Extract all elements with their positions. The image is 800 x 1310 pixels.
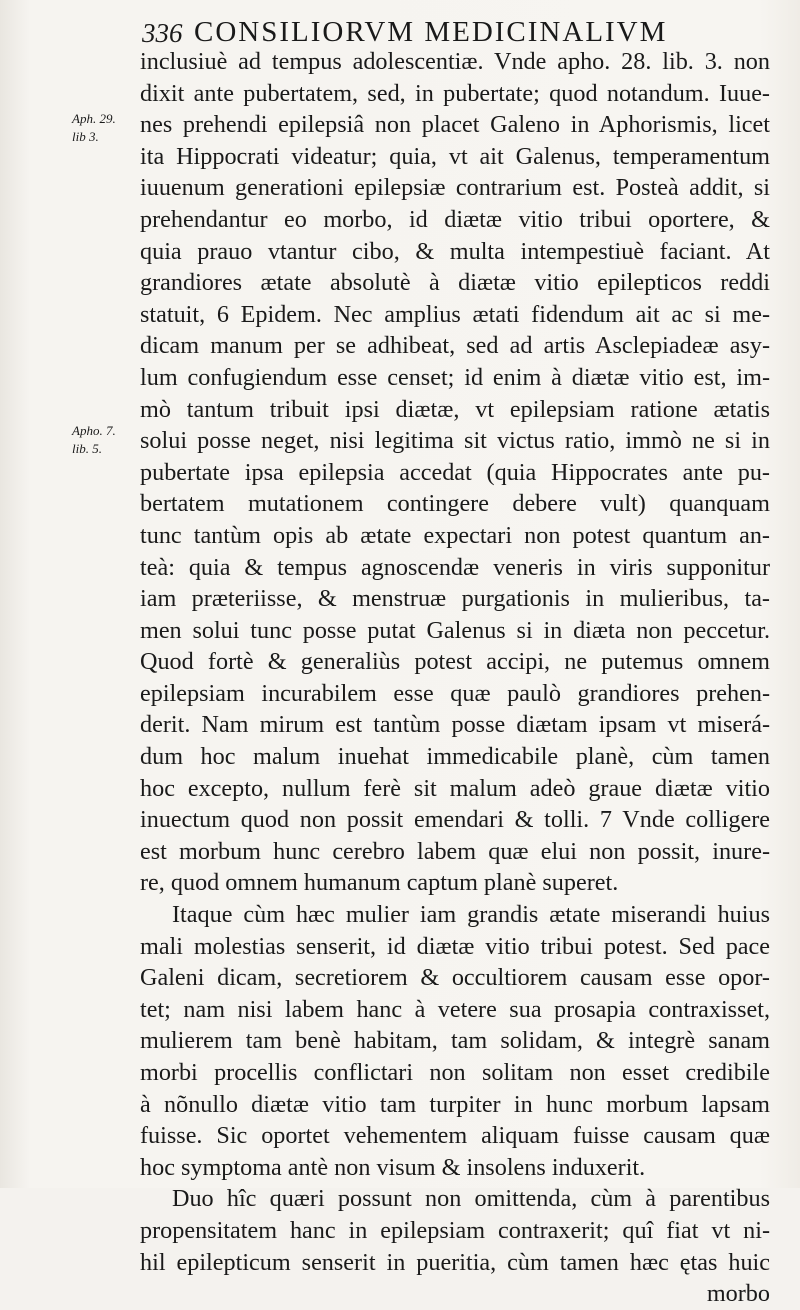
text-line: inuectum quod non possit emendari & tolli. 7 Vnde colligere <box>140 806 770 834</box>
margin-note-aph-29 <box>72 110 134 146</box>
text-line: teà: quia & tempus agnoscendæ veneris in viris supponitur <box>140 553 770 581</box>
text-line: solui posse neget, nisi legitima sit victus ratio, immò ne si in <box>140 427 770 455</box>
text-line: mò tantum tribuit ipsi diætæ, vt epilepsiam ratione ætatis <box>140 395 770 423</box>
text-line: hoc symptoma antè non visum & insolens induxerit. <box>140 1153 646 1181</box>
margin-note-apho-7 <box>72 422 134 458</box>
margin-note-line: Apho. 7. <box>72 423 116 438</box>
text-line: mulierem tam benè habitam, tam solidam, & integrè sanam <box>140 1027 770 1055</box>
text-line: hil epilepticum senserit in pueritia, cùm tamen hæc ętas huic <box>140 1248 770 1276</box>
text-line: Quod fortè & generaliùs potest accipi, ne putemus omnem <box>140 648 770 676</box>
text-line: ita Hippocrati videatur; quia, vt ait Galenus, temperamentum <box>140 142 770 170</box>
text-line: bertatem mutationem contingere debere vult) quanquam <box>140 490 770 518</box>
text-line: dum hoc malum inuehat immedicabile planè, cùm tamen <box>140 743 770 771</box>
text-line: à nõnullo diætæ vitio tam turpiter in hunc morbum lapsam <box>140 1090 770 1118</box>
text-line: hoc excepto, nullum ferè sit malum adeò graue diætæ vitio <box>140 774 770 802</box>
page-number: 336 <box>142 18 183 48</box>
text-line: propensitatem hanc in epilepsiam contraxerit; quî fiat vt ni- <box>140 1216 770 1244</box>
text-line: re, quod omnem humanum captum planè superet. <box>140 869 619 897</box>
text-line: prehendantur eo morbo, id diætæ vitio tribui oportere, & <box>140 205 770 233</box>
running-title: CONSILIORVM MEDICINALIVM <box>194 16 668 48</box>
text-line: pubertate ipsa epilepsia accedat (quia Hippocrates ante pu- <box>140 458 770 486</box>
body-text <box>140 46 770 1310</box>
text-line: tunc tantùm opis ab ætate expectari non potest quantum an- <box>140 521 770 549</box>
text-line: dicam manum per se adhibeat, sed ad artis Asclepiadeæ asy- <box>140 332 770 360</box>
margin-note-line: Aph. 29. <box>72 111 116 126</box>
catchword: morbo <box>706 1280 770 1308</box>
text-line: inclusiuè ad tempus adolescentiæ. Vnde apho. 28. lib. 3. non <box>140 48 770 75</box>
text-line: dixit ante pubertatem, sed, in pubertate; quod notandum. Iuue- <box>140 79 770 107</box>
text-line: epilepsiam incurabilem esse quæ paulò grandiores prehen- <box>140 679 770 707</box>
text-line: iam prætеriisse, & menstruæ purgationis in mulieribus, ta- <box>140 585 770 613</box>
text-line: grandiores ætate absolutè à diætæ vitio epilepticos reddi <box>140 269 770 297</box>
text-line: nes prehendi epilepsiâ non placet Galeno in Aphorismis, licet <box>140 111 770 139</box>
text-line: men solui tunc posse putat Galenus si in diæta non peccetur. <box>140 616 770 644</box>
page-header <box>142 14 782 48</box>
text-line: Duo hîc quæri possunt non omittenda, cùm à parentibus <box>172 1185 770 1213</box>
text-line: tet; nam nisi labem hanc à vetere sua prosapia contraxisset, <box>140 995 770 1023</box>
text-line: fuisse. Sic oportet vehementem aliquam fuisse causam quæ <box>140 1122 770 1150</box>
text-line: morbi procellis conflictari non solitam non esset credibile <box>140 1059 770 1086</box>
text-line: lum confugiendum esse censet; id enim à diætæ vitio est, im- <box>140 363 770 391</box>
text-line: derit. Nam mirum est tantùm posse diætam ipsam vt miserá- <box>140 711 770 739</box>
text-line: quia prauo vtantur cibo, & multa intempestiuè faciant. At <box>140 237 770 265</box>
text-line: iuuenum generationi epilepsiæ contrarium est. Posteà addit, si <box>140 174 770 202</box>
text-line: statuit, 6 Epidem. Nec amplius ætati fidendum ait ac si me- <box>140 300 770 328</box>
text-line: est morbum hunc cerebro labem quæ elui non possit, inure- <box>140 837 770 865</box>
margin-note-line: lib. 5. <box>72 441 102 456</box>
text-line: Itaque cùm hæc mulier iam grandis ætate miserandi huius <box>172 901 770 929</box>
text-line: mali molestias senserit, id diætæ vitio tribui potest. Sed pace <box>140 932 770 960</box>
margin-note-line: lib 3. <box>72 129 99 144</box>
text-line: Galeni dicam, secretiorem & occultiorem causam esse opor- <box>140 964 770 992</box>
